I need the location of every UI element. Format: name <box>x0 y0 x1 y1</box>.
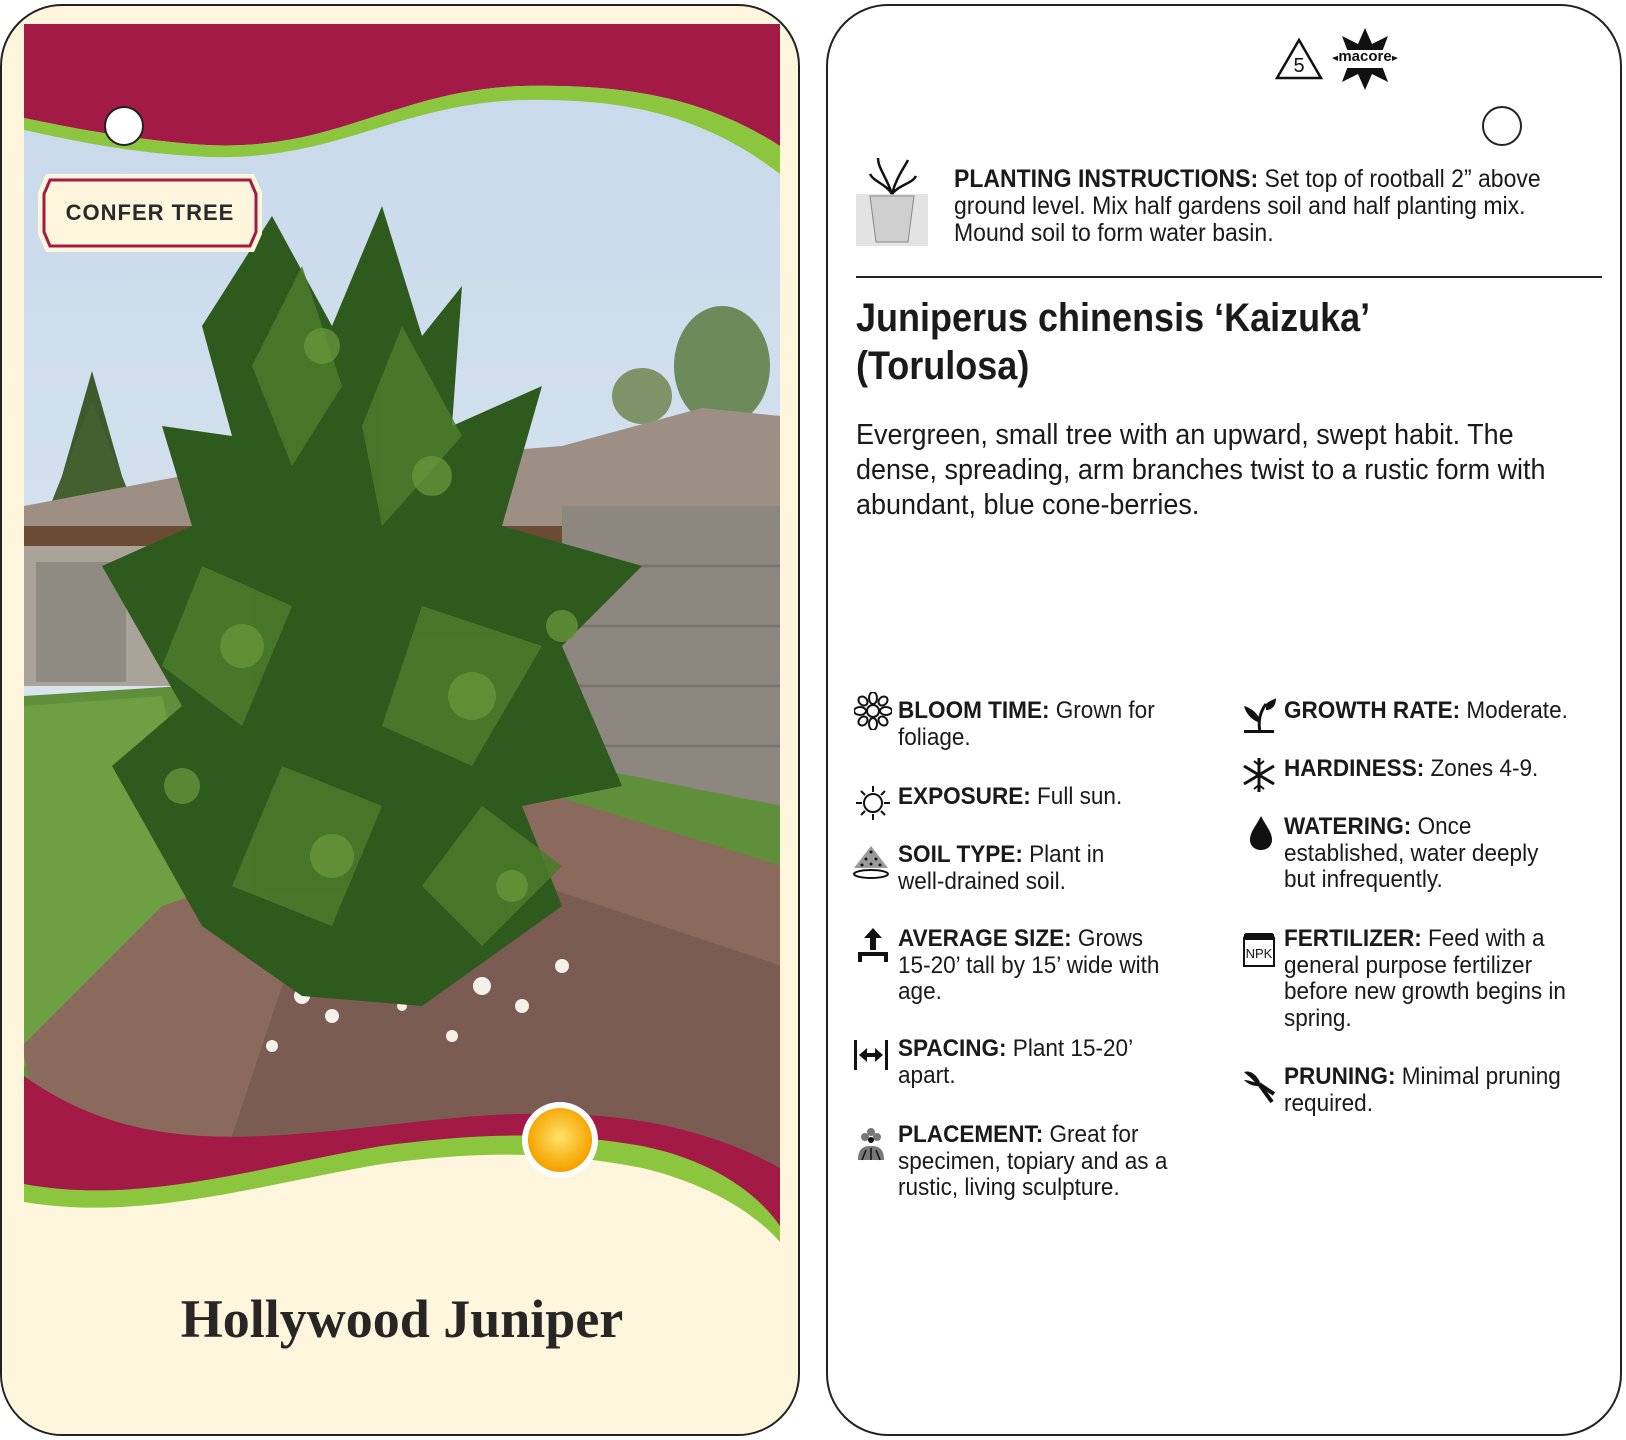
height-icon <box>854 926 892 964</box>
attr-fertilizer <box>1284 926 1597 1032</box>
attr-growth-rate <box>1284 698 1597 725</box>
attr-pruning <box>1284 1064 1597 1117</box>
attr-value: Once established, water deeply but infrequently. <box>1284 813 1539 893</box>
planting-label: PLANTING INSTRUCTIONS: <box>954 165 1259 193</box>
sun-icon <box>520 1100 600 1180</box>
attr-label: HARDINESS: <box>1284 755 1425 782</box>
attr-bloom-time <box>898 698 1202 751</box>
category-badge <box>36 170 264 256</box>
hang-hole <box>104 106 144 146</box>
macore-label: macore <box>1338 48 1392 65</box>
recycle-number: 5 <box>1293 55 1305 77</box>
attr-placement <box>898 1122 1192 1202</box>
recycle-icon <box>1274 36 1324 82</box>
divider <box>856 276 1602 278</box>
attr-value: Moderate. <box>1460 697 1568 724</box>
attr-value: Plant 15-20’ apart. <box>898 1035 1133 1089</box>
attr-value: Minimal pruning required. <box>1284 1063 1561 1117</box>
attr-value: Feed with a general purpose fertilizer before new growth begins in spring. <box>1284 925 1566 1032</box>
attr-value: Plant in well-drained soil. <box>898 841 1105 895</box>
plant-description: Evergreen, small tree with an upward, swept habit. The dense, spreading, arm branches twist to a rustic form with abundant, blue cone-berries. <box>856 419 1546 521</box>
attr-watering <box>1284 814 1560 894</box>
flower-icon <box>854 692 892 730</box>
pruners-icon <box>1240 1066 1278 1104</box>
attr-value: Great for specimen, topiary and as a rustic, living sculpture. <box>898 1121 1168 1201</box>
attr-label: WATERING: <box>1284 813 1412 840</box>
attr-label: PLACEMENT: <box>898 1121 1044 1148</box>
spacing-icon <box>852 1036 890 1074</box>
attr-label: PRUNING: <box>1284 1063 1396 1090</box>
attr-value: Zones 4-9. <box>1424 755 1539 782</box>
front-tag <box>0 4 800 1436</box>
sun-icon <box>854 784 892 822</box>
snowflake-icon <box>1240 756 1278 794</box>
sprout-icon <box>1240 696 1278 734</box>
planting-pot-icon <box>856 154 928 246</box>
attr-value: Grown for foliage. <box>898 697 1155 751</box>
attr-label: AVERAGE SIZE: <box>898 925 1072 952</box>
common-name: Hollywood Juniper <box>180 1289 624 1349</box>
attr-value: Full sun. <box>1030 783 1123 810</box>
attr-label: FERTILIZER: <box>1284 925 1422 952</box>
attr-soil-type <box>898 842 1137 895</box>
water-drop-icon <box>1242 814 1280 852</box>
category-label: CONFER TREE <box>65 200 235 225</box>
attr-label: BLOOM TIME: <box>898 697 1050 724</box>
attr-label: SOIL TYPE: <box>898 841 1023 868</box>
latin-name: Juniperus chinensis ‘Kaizuka’ (Torulosa) <box>856 296 1369 388</box>
planting-body: Set top of rootball 2” above ground level. Mix half gardens soil and half planting mix. Mound soil to form water basin. <box>954 165 1541 247</box>
attr-label: SPACING: <box>898 1035 1007 1062</box>
planting-instructions <box>954 166 1543 247</box>
hang-hole <box>1482 106 1522 146</box>
attr-exposure <box>898 784 1202 811</box>
npk-label: NPK <box>1245 946 1273 961</box>
attr-spacing <box>898 1036 1174 1089</box>
npk-icon <box>1240 930 1278 968</box>
attr-hardiness <box>1284 756 1597 783</box>
attr-label: GROWTH RATE: <box>1284 697 1461 724</box>
back-tag <box>826 4 1622 1436</box>
attr-value: Grows 15-20’ tall by 15’ wide with age. <box>898 925 1160 1005</box>
attr-average-size <box>898 926 1174 1006</box>
attr-label: EXPOSURE: <box>898 783 1031 810</box>
soil-icon <box>852 842 890 880</box>
placement-icon <box>852 1124 890 1162</box>
